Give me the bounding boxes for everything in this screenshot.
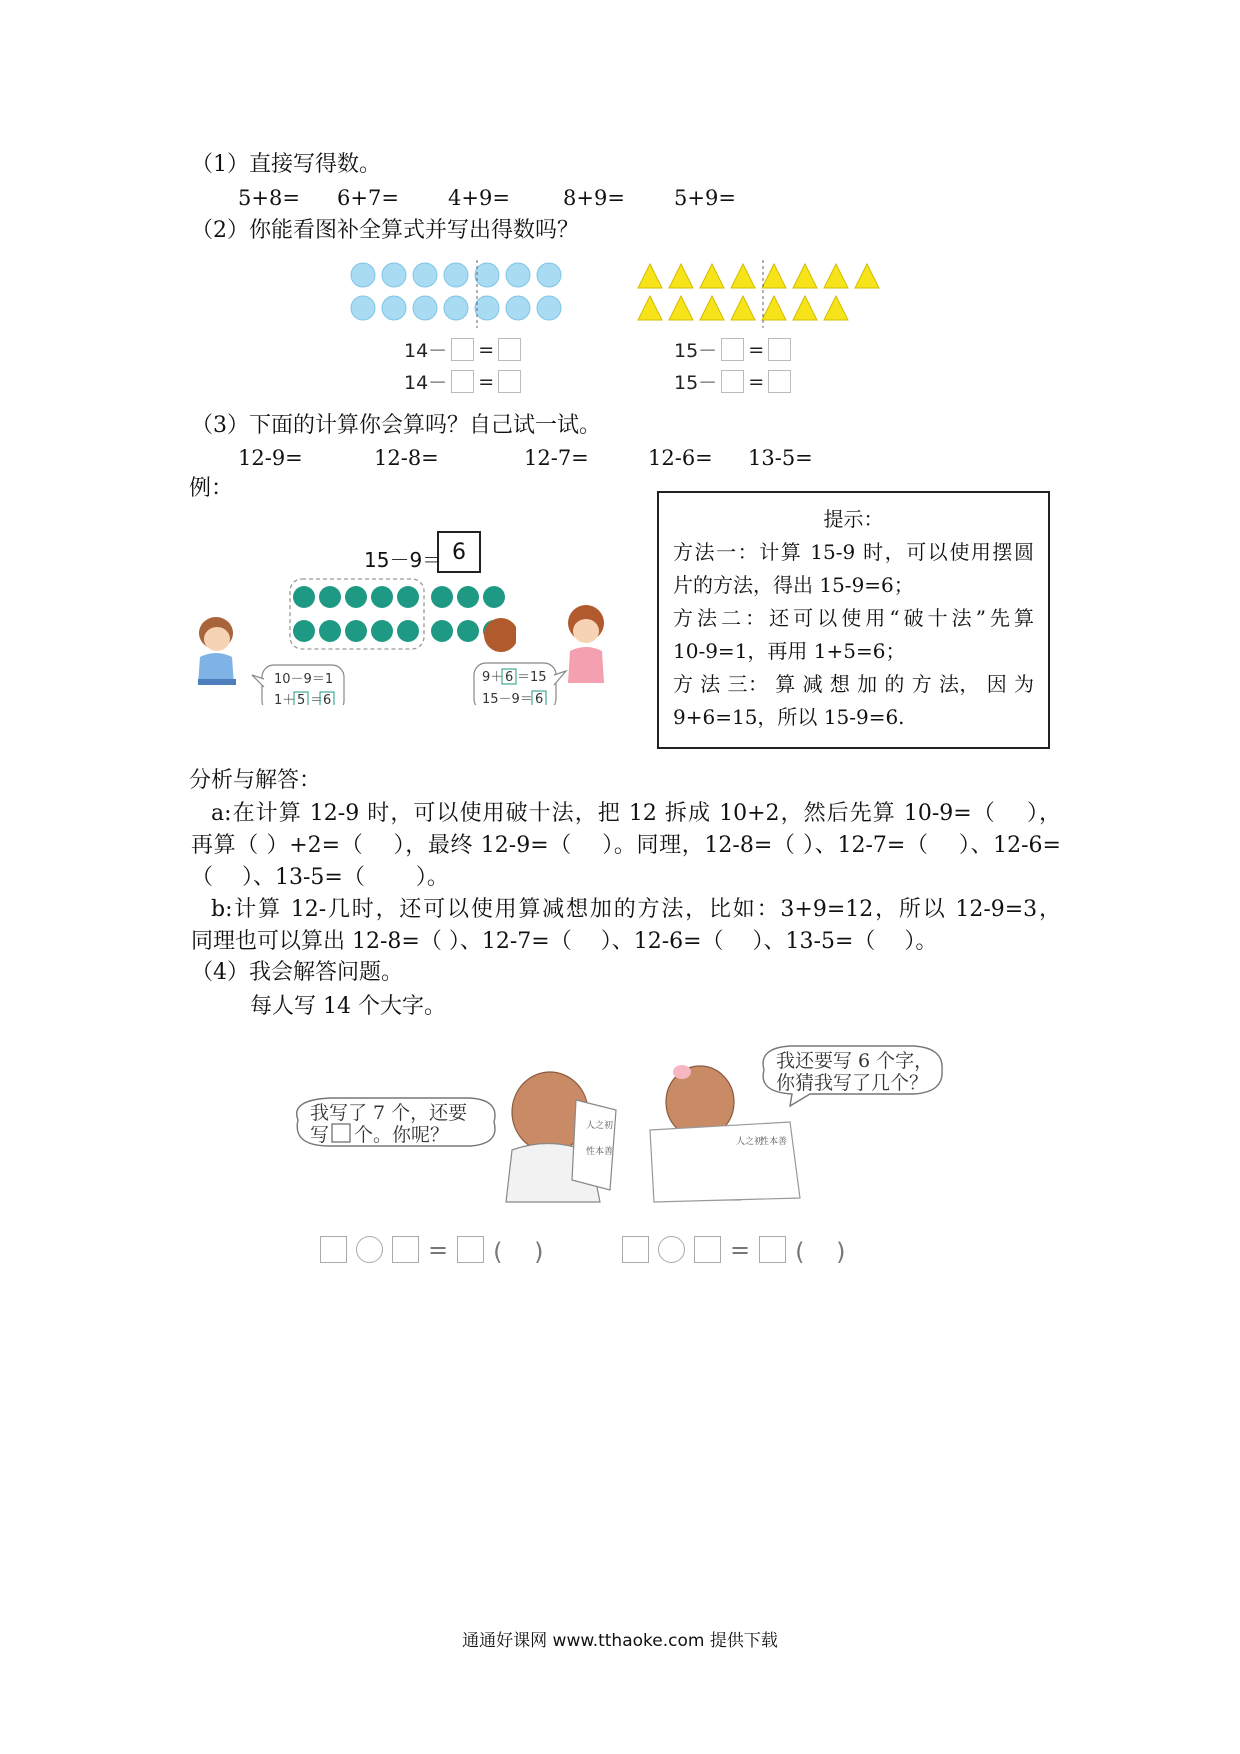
answer-box[interactable] xyxy=(320,1236,347,1263)
circle-figure xyxy=(350,258,590,330)
equation: 6+7= xyxy=(337,186,399,210)
triangle-counter xyxy=(793,296,817,320)
hint-title: 提示： xyxy=(823,507,884,531)
operator-circle[interactable] xyxy=(356,1236,383,1263)
equation: 12-8= xyxy=(374,446,439,470)
hint-line: 9+6=15，所以 15-9=6. xyxy=(673,705,905,729)
answer-box[interactable] xyxy=(721,370,744,393)
circle-counter xyxy=(475,263,499,287)
triangle-counter xyxy=(731,296,755,320)
triangle-counter xyxy=(824,296,848,320)
circle-counter xyxy=(537,263,561,287)
fill-equation xyxy=(674,368,791,395)
circle-counter xyxy=(506,296,530,320)
equals-sign: = xyxy=(478,370,495,393)
boy-illustration xyxy=(506,1072,616,1202)
unit-parentheses: ( ) xyxy=(795,1238,846,1266)
analysis-title: 分析与解答： xyxy=(189,768,322,793)
answer-box[interactable] xyxy=(451,370,474,393)
equation-prefix: 15－ xyxy=(674,372,718,394)
example-label: 例： xyxy=(189,476,234,501)
circle-counter xyxy=(351,263,375,287)
triangle-counter xyxy=(855,264,879,288)
girl-illustration xyxy=(568,605,604,683)
circle-counter xyxy=(444,296,468,320)
girl-speech-bubble xyxy=(474,663,566,705)
triangle-counter xyxy=(638,296,662,320)
speech-line: 写 xyxy=(310,1124,330,1146)
triangle-figure xyxy=(636,258,896,330)
bubble-value: 6 xyxy=(535,692,544,705)
bubble-value: 15－9＝ xyxy=(482,692,533,705)
answer-box[interactable] xyxy=(498,370,521,393)
example-people xyxy=(186,575,626,705)
paper-text: 人之初 xyxy=(736,1137,764,1147)
triangle-counter xyxy=(762,296,786,320)
section4-title: （4）我会解答问题。 xyxy=(191,960,403,985)
answer-box[interactable] xyxy=(392,1236,419,1263)
equation-prefix: 14－ xyxy=(404,372,448,394)
analysis-a-line: 再算（ ）+2=（ ），最终 12-9=（ ）。同理，12-8=（ ）、12-7=（ ）、12-6= xyxy=(191,833,1061,858)
answer-box[interactable] xyxy=(622,1236,649,1263)
bubble-line: 10－9＝1 xyxy=(274,672,334,687)
hint-line: 方法二：还可以使用“破十法”先算 xyxy=(673,606,1034,630)
analysis-b-line: 同理也可以算出 12-8=（ ）、12-7=（ ）、12-6=（ ）、13-5=（ ）。 xyxy=(191,929,938,954)
bubble-line: 1＋ xyxy=(274,693,296,705)
equation: 12-6= xyxy=(648,446,713,470)
bubble-value: 5 xyxy=(297,693,306,705)
circle-counter xyxy=(475,296,499,320)
circle-counter xyxy=(506,263,530,287)
answer-box[interactable] xyxy=(759,1236,786,1263)
answer-box[interactable] xyxy=(721,338,744,361)
hint-box xyxy=(657,491,1050,749)
section2-title: （2）你能看图补全算式并写出得数吗？ xyxy=(191,218,579,243)
example-equation: 15－9＝ xyxy=(364,548,443,572)
triangle-counter xyxy=(731,264,755,288)
equation: 4+9= xyxy=(448,186,510,210)
analysis-a-line: a:在计算 12-9 时，可以使用破十法，把 12 拆成 10+2，然后先算 10-9=（ ）， xyxy=(211,801,1061,826)
fill-equation xyxy=(404,336,521,363)
hint-line: 10-9=1，再用 1+5=6； xyxy=(673,639,906,663)
paper-text: 性本善 xyxy=(586,1147,614,1157)
section1-title: （1）直接写得数。 xyxy=(191,152,381,177)
circle-counter xyxy=(351,296,375,320)
answer-box[interactable] xyxy=(694,1236,721,1263)
bubble-value: 6 xyxy=(323,693,332,705)
equals-sign: = xyxy=(748,338,765,361)
equals-sign: = xyxy=(748,370,765,393)
footer: 通通好课网 www.tthaoke.com 提供下载 xyxy=(462,1631,778,1651)
bubble-value: ＝15 xyxy=(517,670,547,685)
bubble-value: 9＋ xyxy=(482,670,504,685)
equation: 5+9= xyxy=(674,186,736,210)
bubble-value: 6 xyxy=(505,670,514,685)
circle-counter xyxy=(537,296,561,320)
equals-sign: = xyxy=(730,1235,751,1264)
answer-box[interactable] xyxy=(498,338,521,361)
speech-line: 个。你呢？ xyxy=(354,1124,450,1146)
speech-line: 我还要写 6 个字， xyxy=(776,1050,934,1072)
equation: 5+8= xyxy=(238,186,300,210)
section4-subtitle: 每人写 14 个大字。 xyxy=(250,994,446,1019)
circle-counter xyxy=(413,296,437,320)
triangle-counter xyxy=(638,264,662,288)
triangle-counter xyxy=(669,264,693,288)
triangle-counter xyxy=(700,296,724,320)
answer-box[interactable] xyxy=(768,338,791,361)
paper-icon xyxy=(572,1100,616,1190)
circle-counter xyxy=(382,263,406,287)
equation: 13-5= xyxy=(748,446,813,470)
equation: 12-7= xyxy=(524,446,589,470)
answer-equation-left xyxy=(320,1232,543,1267)
answer-equation-right xyxy=(622,1232,845,1267)
triangle-counter xyxy=(700,264,724,288)
paper-icon xyxy=(650,1122,800,1202)
equals-sign: = xyxy=(428,1235,449,1264)
triangle-counter xyxy=(669,296,693,320)
hint-line: 方 法 三： 算 减 想 加 的 方 法， 因 为 xyxy=(673,672,1034,696)
paper-text: 人之初 xyxy=(586,1121,614,1131)
triangle-counter xyxy=(824,264,848,288)
circle-counter xyxy=(444,263,468,287)
section3-title: （3）下面的计算你会算吗？自己试一试。 xyxy=(191,413,601,438)
bubble-value: ＝ xyxy=(310,693,324,705)
speech-line: 我写了 7 个，还要 xyxy=(310,1102,468,1124)
unit-parentheses: ( ) xyxy=(493,1238,544,1266)
circle-counter xyxy=(413,263,437,287)
equation: 8+9= xyxy=(563,186,625,210)
equation: 12-9= xyxy=(238,446,303,470)
boy-speech-bubble xyxy=(252,665,344,705)
answer-box[interactable] xyxy=(451,338,474,361)
fill-equation xyxy=(404,368,521,395)
paper-text: 性本善 xyxy=(760,1137,788,1147)
example-answer-box: 6 xyxy=(437,531,481,573)
writing-scene xyxy=(280,1040,960,1220)
equation-prefix: 15－ xyxy=(674,340,718,362)
analysis-a-line: （ ）、13-5=（ ）。 xyxy=(191,865,449,890)
analysis-b-line: b:计算 12-几时，还可以使用算减想加的方法，比如：3+9=12，所以 12-9=3， xyxy=(211,897,1061,922)
triangle-counter xyxy=(762,264,786,288)
circle-counter xyxy=(382,296,406,320)
fill-equation xyxy=(674,336,791,363)
answer-box[interactable] xyxy=(768,370,791,393)
equals-sign: = xyxy=(478,338,495,361)
equation-prefix: 14－ xyxy=(404,340,448,362)
hint-line: 方法一：计算 15-9 时，可以使用摆圆 xyxy=(673,540,1034,564)
operator-circle[interactable] xyxy=(658,1236,685,1263)
girl-speech-bubble xyxy=(763,1046,942,1106)
boy-speech-bubble xyxy=(297,1098,495,1146)
hint-line: 片的方法，得出 15-9=6； xyxy=(673,573,914,597)
triangle-counter xyxy=(793,264,817,288)
answer-box[interactable] xyxy=(457,1236,484,1263)
speech-line: 你猜我写了几个？ xyxy=(776,1072,929,1094)
